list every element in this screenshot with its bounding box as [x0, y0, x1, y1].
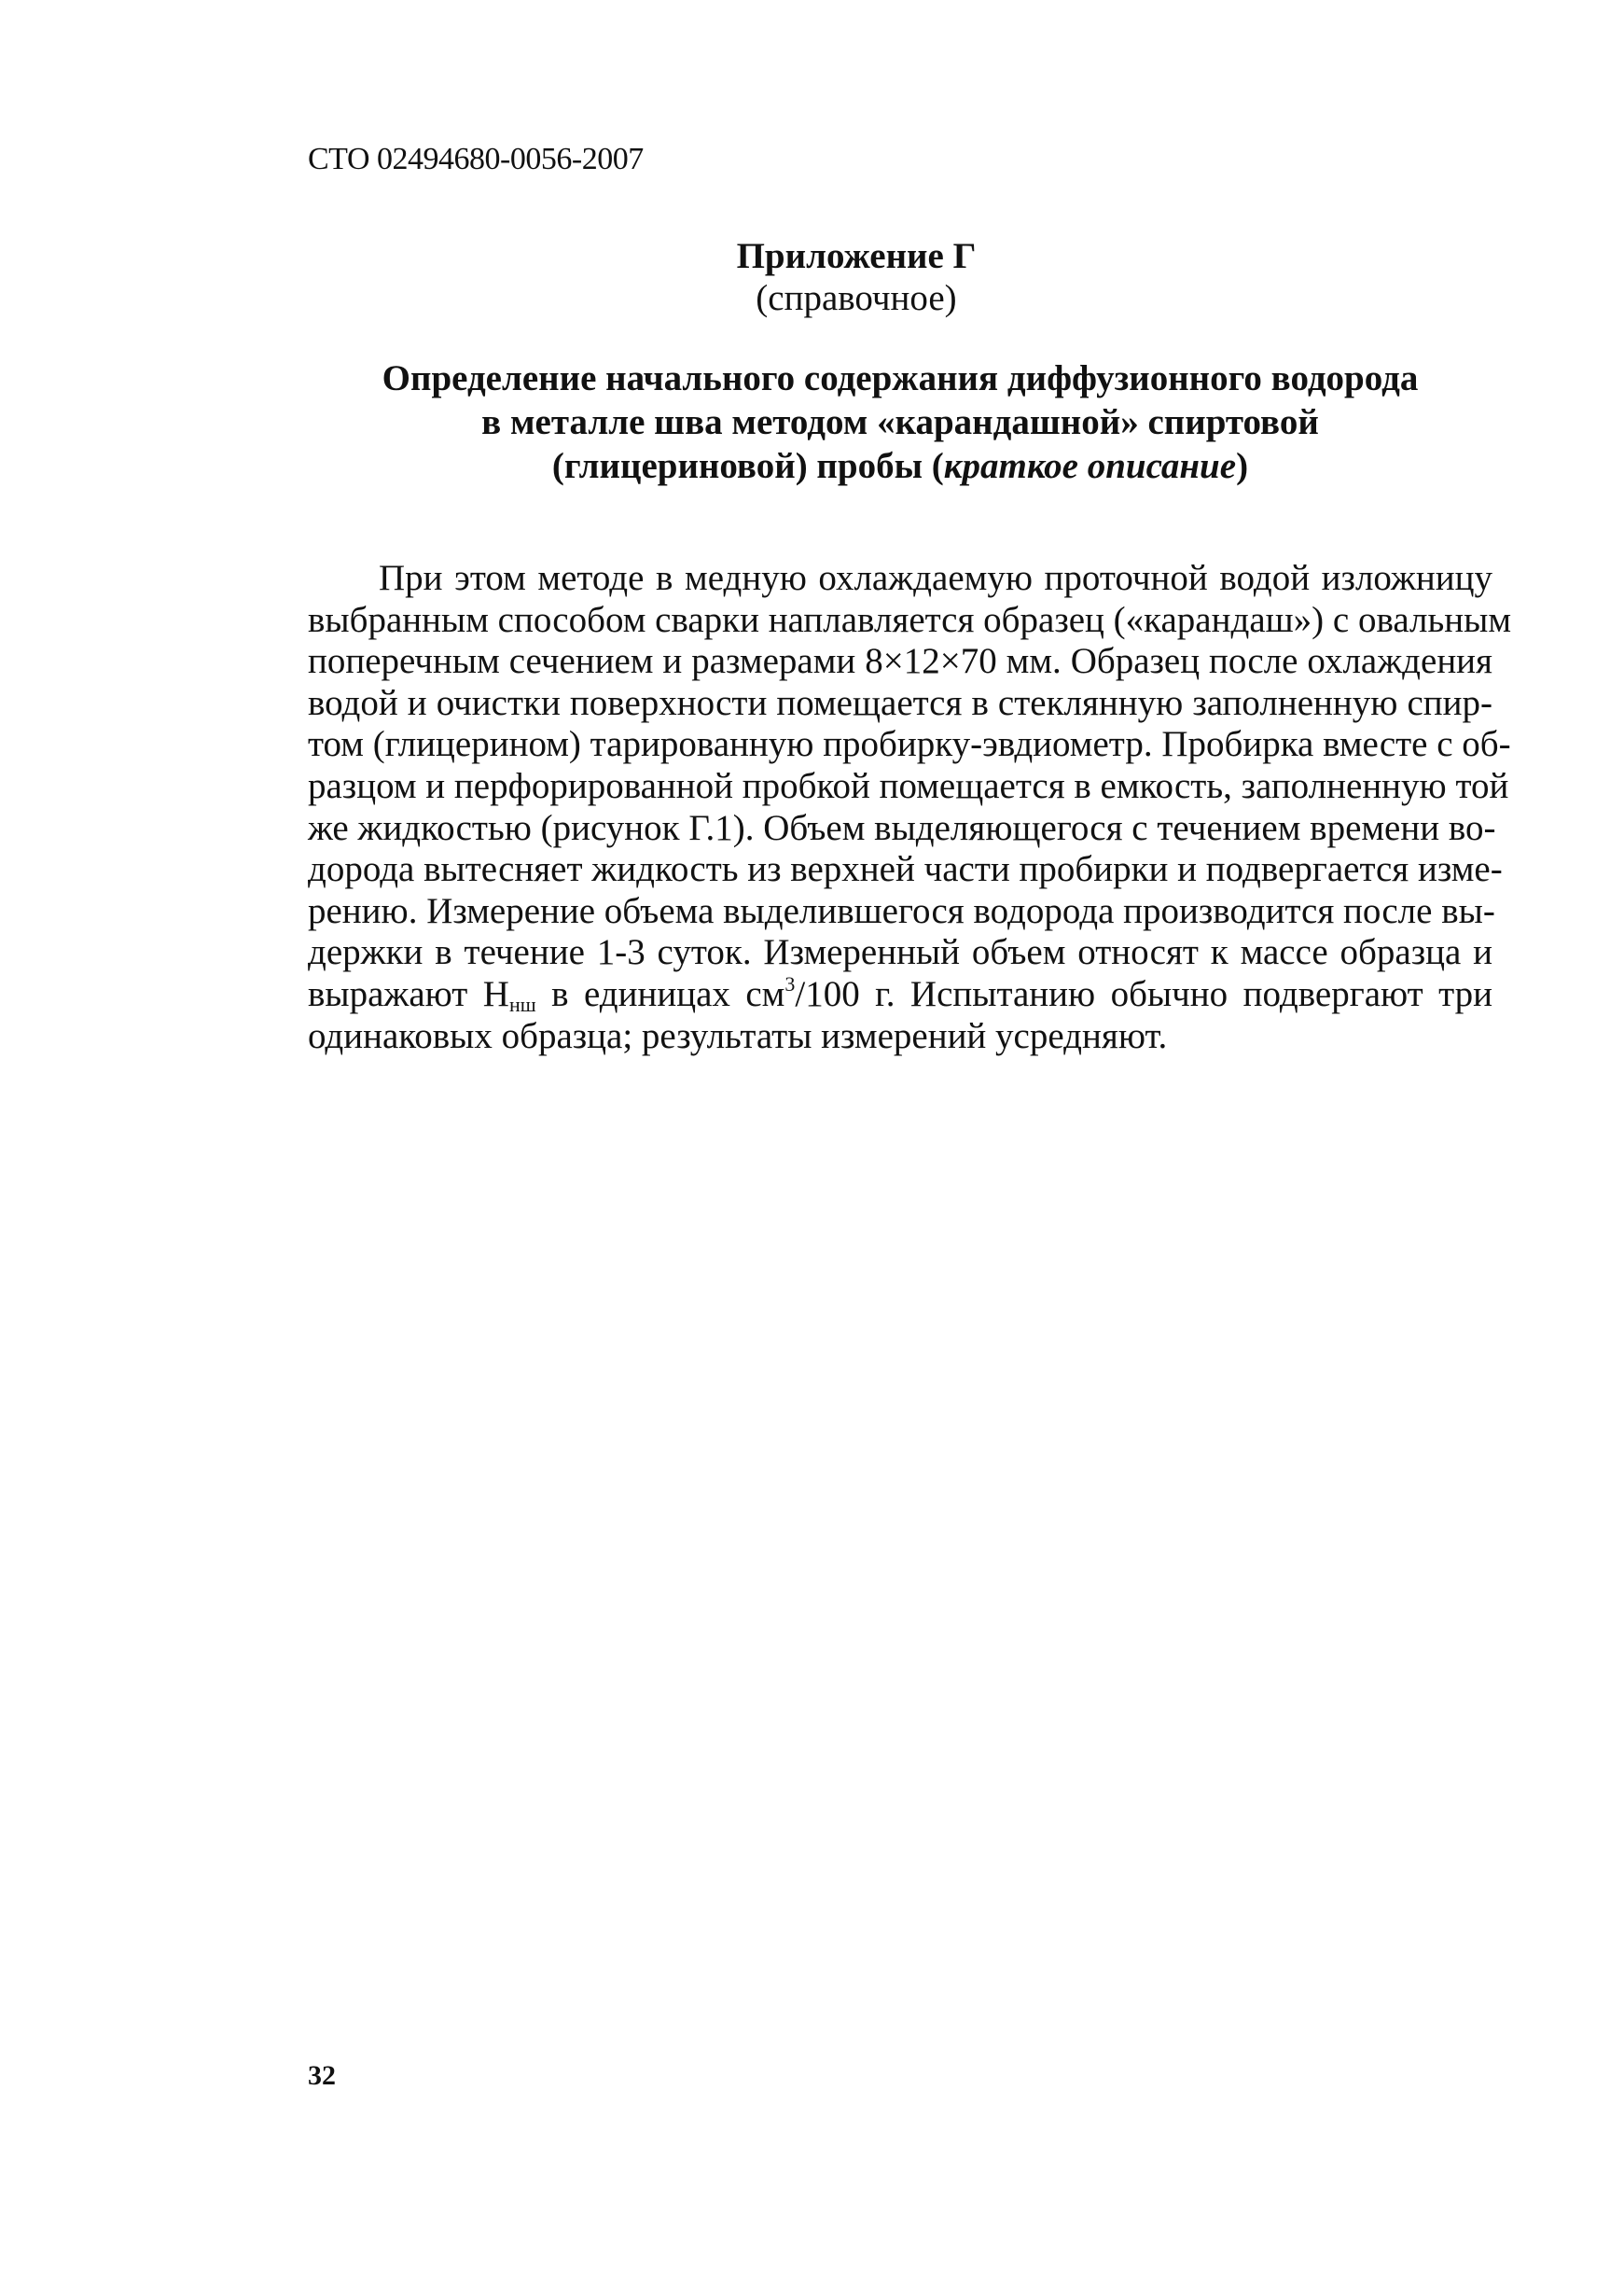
section-title-line-1: Определение начального содержания диффузионного водорода	[382, 358, 1419, 398]
appendix-subtitle: (справочное)	[756, 278, 957, 318]
paragraph-line: разцом и перфорированной пробкой помещается в емкость, заполненную той	[308, 765, 1509, 806]
paragraph-line: рению. Измерение объема выделившегося водорода производится после вы-	[308, 890, 1495, 931]
paragraph-line: выбранным способом сварки наплавляется образец («карандаш») с овальным	[308, 599, 1512, 640]
paragraph-line: При этом методе в медную охлаждаемую проточной водой изложницу	[379, 558, 1492, 598]
paragraph-last-line: одинаковых образца; результаты измерений усредняют.	[308, 1015, 1168, 1056]
section-title-line-3	[308, 444, 1492, 488]
section-title-line-3-italic: краткое описание	[943, 446, 1237, 486]
units-superscript: 3	[784, 971, 796, 996]
section-title	[308, 356, 1492, 488]
formula-units-text: в единицах см	[535, 973, 785, 1014]
paragraph-line: том (глицерином) тарированную пробирку-эвдиометр. Пробирка вместе с об-	[308, 724, 1511, 765]
section-title-line-2: в металле шва методом «карандашной» спиртовой	[481, 402, 1319, 442]
formula-suffix: /100 г. Испытанию обычно подвергают три	[795, 973, 1493, 1014]
paragraph-line: держки в течение 1-3 суток. Измеренный объем относят к массе образца и	[308, 932, 1492, 973]
paragraph-line: же жидкостью (рисунок Г.1). Объем выделяющегося с течением времени во-	[308, 807, 1496, 848]
paragraph-line-with-formula	[308, 971, 1493, 1016]
appendix-title: Приложение Г	[736, 236, 977, 276]
page-number: 32	[308, 2060, 336, 2091]
formula-prefix: выражают H	[308, 973, 509, 1014]
paragraph-line: дорода вытесняет жидкость из верхней части пробирки и подвергается изме-	[308, 849, 1503, 890]
hydrogen-subscript: нш	[508, 992, 536, 1016]
document-code: СТО 02494680-0056-2007	[308, 142, 644, 176]
body-paragraph	[308, 558, 1512, 1057]
paragraph-line: поперечным сечением и размерами 8×12×70 мм. Образец после охлаждения	[308, 641, 1492, 682]
section-title-line-3-end: )	[1236, 446, 1249, 486]
section-title-line-3-start: (глицериновой) пробы (	[551, 446, 944, 486]
paragraph-line: водой и очистки поверхности помещается в стеклянную заполненную спир-	[308, 682, 1492, 723]
